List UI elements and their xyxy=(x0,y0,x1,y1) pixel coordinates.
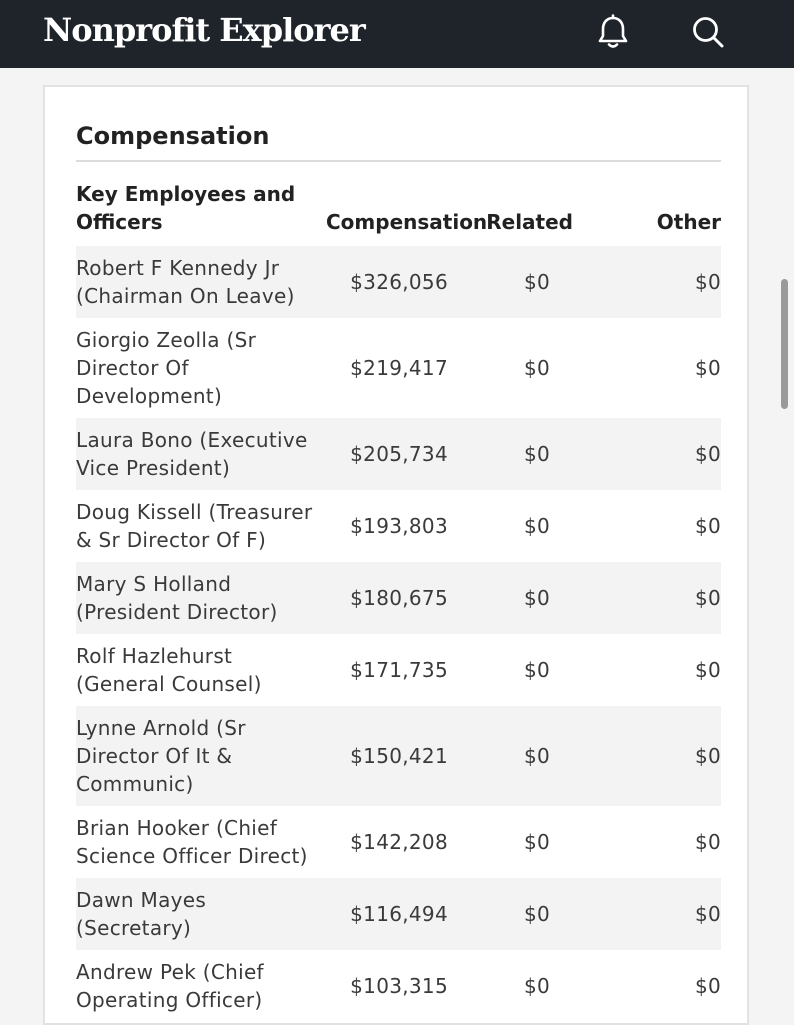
related-value: $0 xyxy=(466,706,581,806)
site-logo[interactable]: Nonprofit Explorer xyxy=(43,11,365,49)
related-value: $0 xyxy=(523,356,550,380)
search-button[interactable] xyxy=(686,10,730,54)
compensation-value: $326,056 xyxy=(326,246,466,318)
compensation-value: $142,208 xyxy=(350,830,448,854)
compensation-value: $171,735 xyxy=(350,658,448,682)
column-header-related: Related xyxy=(486,210,573,234)
page-scrollbar[interactable] xyxy=(781,279,788,409)
other-value: $0 xyxy=(694,658,721,682)
related-value: $0 xyxy=(466,562,581,634)
table-row xyxy=(76,318,721,418)
other-value: $0 xyxy=(581,562,721,634)
related-value: $0 xyxy=(523,830,550,854)
table-row xyxy=(76,878,721,950)
compensation-value: $180,675 xyxy=(326,562,466,634)
employee-name: Laura Bono (Executive Vice President) xyxy=(76,418,326,490)
related-value: $0 xyxy=(466,878,581,950)
table-row xyxy=(76,950,721,1022)
table-row xyxy=(76,418,721,490)
column-header-compensation: Compensation xyxy=(326,210,488,234)
other-value: $0 xyxy=(581,418,721,490)
employee-name: Giorgio Zeolla (Sr Director Of Development) xyxy=(76,328,257,408)
column-header-other: Other xyxy=(656,210,721,234)
employee-name: Andrew Pek (Chief Operating Officer) xyxy=(76,960,264,1012)
employee-name: Rolf Hazlehurst (General Counsel) xyxy=(76,644,262,696)
related-value: $0 xyxy=(523,974,550,998)
column-header-name: Key Employees and Officers xyxy=(76,182,296,234)
table-row xyxy=(76,634,721,706)
section-divider xyxy=(76,160,721,162)
compensation-value: $193,803 xyxy=(350,514,448,538)
other-value: $0 xyxy=(581,706,721,806)
employee-name: Doug Kissell (Treasurer & Sr Director Of F) xyxy=(76,500,313,552)
notifications-button[interactable] xyxy=(591,10,635,54)
compensation-value: $103,315 xyxy=(350,974,448,998)
other-value: $0 xyxy=(581,878,721,950)
table-row xyxy=(76,806,721,878)
other-value: $0 xyxy=(694,356,721,380)
compensation-value: $219,417 xyxy=(350,356,448,380)
compensation-card xyxy=(43,85,749,1025)
table-row xyxy=(76,706,721,806)
other-value: $0 xyxy=(581,246,721,318)
table-row xyxy=(76,490,721,562)
compensation-table-container xyxy=(76,174,721,1022)
related-value: $0 xyxy=(466,418,581,490)
related-value: $0 xyxy=(523,658,550,682)
other-value: $0 xyxy=(694,514,721,538)
search-icon xyxy=(691,15,725,49)
compensation-value: $116,494 xyxy=(326,878,466,950)
employee-name: Mary S Holland (President Director) xyxy=(76,562,326,634)
table-header-row xyxy=(76,174,721,246)
employee-name: Dawn Mayes (Secretary) xyxy=(76,878,326,950)
section-title: Compensation xyxy=(76,122,270,150)
employee-name: Lynne Arnold (Sr Director Of It & Communic) xyxy=(76,706,326,806)
employee-name: Brian Hooker (Chief Science Officer Direct) xyxy=(76,816,308,868)
related-value: $0 xyxy=(523,514,550,538)
table-row xyxy=(76,562,721,634)
employee-name: Robert F Kennedy Jr (Chairman On Leave) xyxy=(76,246,326,318)
related-value: $0 xyxy=(466,246,581,318)
other-value: $0 xyxy=(694,830,721,854)
table-row xyxy=(76,246,721,318)
compensation-value: $205,734 xyxy=(326,418,466,490)
compensation-table xyxy=(76,174,721,1022)
top-navigation-bar xyxy=(0,0,794,68)
other-value: $0 xyxy=(694,974,721,998)
bell-icon xyxy=(596,14,630,50)
compensation-value: $150,421 xyxy=(326,706,466,806)
